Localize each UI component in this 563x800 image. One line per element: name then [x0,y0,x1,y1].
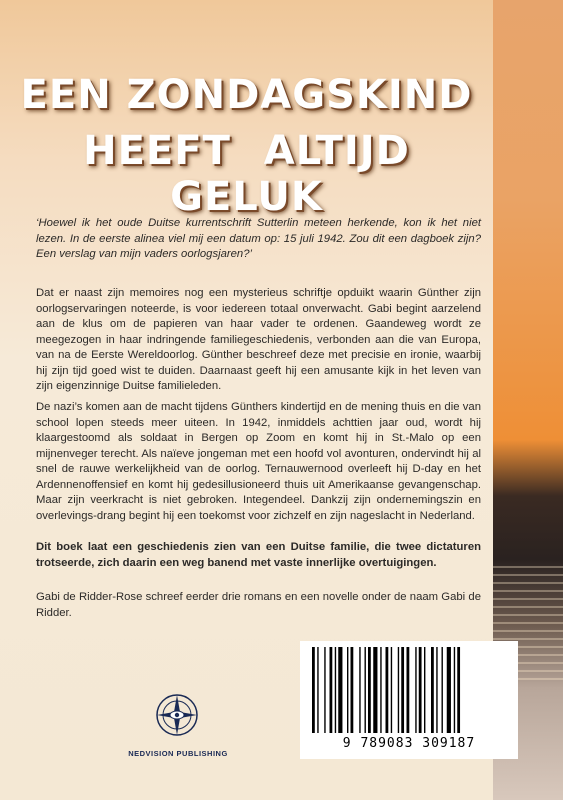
barcode-bar [447,647,451,733]
barcode-bar [436,647,437,733]
barcode-bar [415,647,416,733]
barcode-bar [351,647,354,733]
barcode-bar [380,647,381,733]
barcode-bar [368,647,371,733]
isbn-number: 9 789083 309187 [342,736,476,751]
barcode-bar [431,647,434,733]
author-note: Gabi de Ridder-Rose schreef eerder drie romans en een novelle onder de naam Gabi de Ridder. [36,591,481,619]
barcode-bar [457,647,460,733]
barcode-bar [398,647,399,733]
book-title-line-2: HEEFT ALTIJD GELUK [83,128,410,220]
blurb-paragraph-3-bold: Dit boek laat een geschiedenis zien van een Duitse familie, die twee dictaturen trotseerde, zich daarin een weg banend met vaste innerlijke overtuigingen. [36,541,481,569]
barcode-bar [330,647,333,733]
barcode-bar [347,647,348,733]
isbn-barcode [300,641,518,759]
barcode-bar [373,647,377,733]
barcode-bar [401,647,404,733]
barcode-bar [338,647,342,733]
barcode-bar [424,647,425,733]
barcode-bar [365,647,366,733]
barcode-bar [317,647,318,733]
book-title-line-1: EEN ZONDAGSKIND [20,72,473,118]
opening-quote: ‘Hoewel ik het oude Duitse kurrentschrift Sutterlin meteen herkende, kon ik het niet lezen. In de eerste alinea viel mij een datum op: 15 juli 1942. Zou dit een dagboek zijn? Een verslag van mijn vaders oorlogsjaren?’ [36,217,481,260]
barcode-bar [359,647,360,733]
blurb-paragraph-1: Dat er naast zijn memoires nog een mysterieus schriftje opduikt waarin Günther zijn oorlogservaringen noteerde, is voor iedereen totaal onverwacht. Gabi begint aarzelend aan de klus om de papieren van haar vader te ordenen. Gaandeweg wordt ze meegezogen in haar indringende familiegeschiedenis, verbonden aan die van Europa, van na de Eerste Wereldoorlog. Günther beschreef deze met precisie en ironie, waarbij hij zijn tijd goed wist te duiden. Daarnaast geeft hij een amusante kijk in het leven van zijn eigenzinnige Duitse familieleden. [36,287,481,392]
barcode-bar [312,647,315,733]
barcode-bar [407,647,410,733]
barcode-bars [300,641,518,736]
barcode-bar [386,647,389,733]
barcode-bar [454,647,455,733]
barcode-bar [324,647,325,733]
barcode-bar [335,647,336,733]
barcode-bar [391,647,392,733]
barcode-bar [419,647,422,733]
blurb-paragraph-2: De nazi’s komen aan de macht tijdens Günthers kindertijd en de mening thuis en die van school lopen steeds meer uiteen. In 1942, inmiddels achttien jaar oud, wordt hij klaargestoomd als soldaat in Bergen op Zoom en komt hij in St.-Malo op een mijnenveger terecht. Als naïeve jongeman met een hoofd vol avonturen, ondervindt hij al snel de rauwe werkelijkheid van de oorlog. Ternauwernood overleeft hij D-day en het Ardennenoffensief en komt hij gedesillusioneerd thuis uit Amerikaanse gevangenschap. Maar zijn veerkracht is niet gebroken. Integendeel. Dankzij zijn ondernemingszin en overlevings-drang begint hij een toekomst voor zichzelf en zijn nageslacht in Nederland. [36,401,481,522]
publisher-name: NEDVISION PUBLISHING [128,749,228,758]
publisher-compass-logo-icon [155,693,199,737]
barcode-bar [442,647,443,733]
